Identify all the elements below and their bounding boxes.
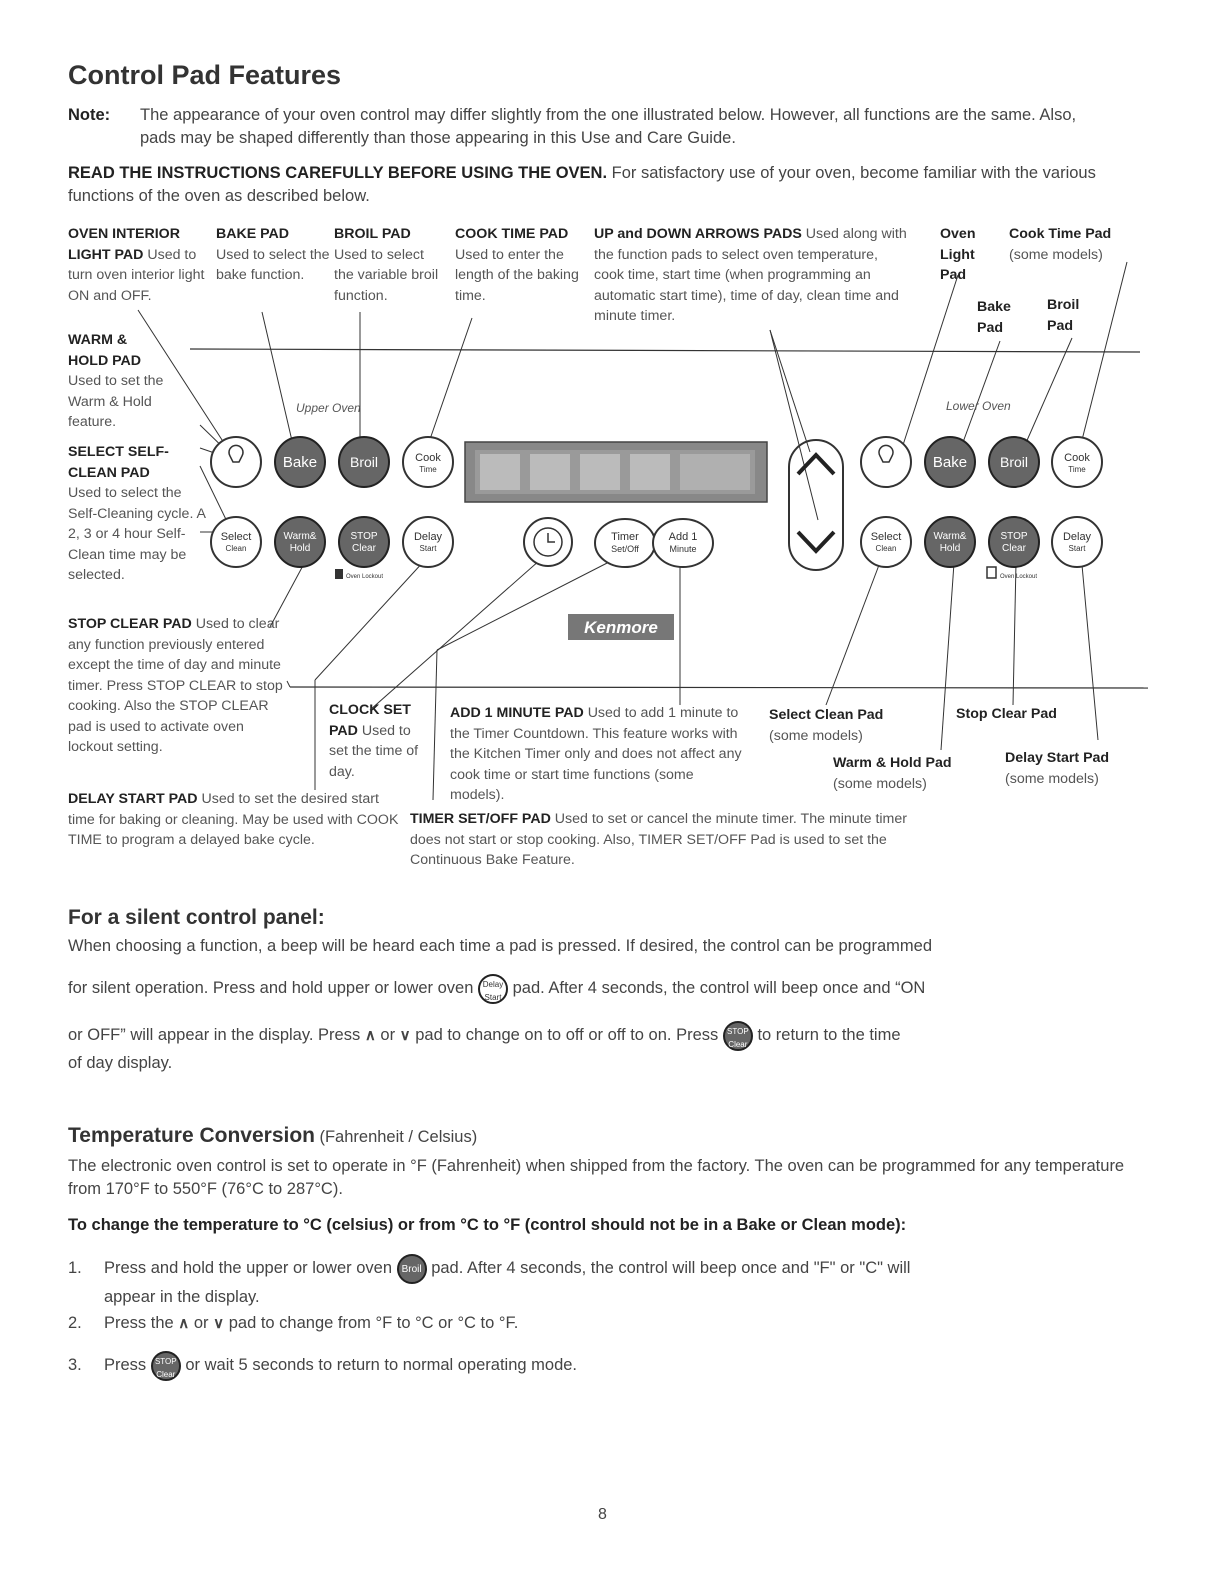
upper-delay-label: Delay bbox=[413, 531, 443, 543]
lower-lockout-label: Oven Lockout bbox=[1000, 574, 1038, 580]
panel-top-edge bbox=[190, 349, 1140, 352]
read-bold: READ THE INSTRUCTIONS CAREFULLY BEFORE USING THE OVEN. bbox=[68, 164, 608, 182]
step-1c: appear in the display. bbox=[104, 1288, 260, 1306]
right-oven-light-2: Light bbox=[940, 246, 975, 263]
label-bake-title: BAKE PAD bbox=[216, 226, 290, 242]
lower-stop-label: STOP bbox=[1000, 531, 1028, 542]
right-bake-2: Pad bbox=[977, 319, 1004, 336]
label-self-clean-text: Used to select the Self-Cleaning cycle. A 2, 3 or 4 hour Self-Clean time may be selected. bbox=[68, 485, 206, 583]
silent-line2b: pad. After 4 seconds, the control will beep once and “ON bbox=[512, 979, 926, 997]
upper-select-label: Select bbox=[220, 531, 252, 543]
silent-line4: of day display. bbox=[68, 1054, 173, 1072]
upper-oven-label: Upper Oven bbox=[296, 401, 361, 415]
up-arrow-icon[interactable] bbox=[798, 455, 834, 474]
upper-lockout-label: Oven Lockout bbox=[346, 574, 384, 580]
silent-line3 bbox=[68, 1019, 1148, 1052]
label-add-minute-title: ADD 1 MINUTE PAD bbox=[450, 705, 584, 721]
inline-stop-label-2: STOP bbox=[154, 1356, 177, 1366]
down-arrow-inline-icon: ∨ bbox=[399, 1027, 411, 1044]
right-delay-start-title: Delay Start Pad bbox=[1005, 750, 1110, 766]
upper-clean-label: Clean bbox=[225, 544, 247, 553]
label-timer-text: Used to set or cancel the minute timer. The minute timer does not start or stop cooking. Also, TIMER SET/OFF Pad is used to set the Continuous Bake Feature. bbox=[410, 811, 907, 868]
label-oven-light-text: Used to turn oven interior light ON and OFF. bbox=[68, 246, 205, 304]
note-text: The appearance of your oven control may differ slightly from the one illustrated below. However, all functions are the same. Also, pads may be shaped differently than those appearing in this Use and Care Guide. bbox=[140, 106, 1077, 147]
lower-lock-icon bbox=[987, 567, 996, 578]
step-2 bbox=[68, 1310, 1148, 1337]
right-warm-hold-title: Warm & Hold Pad bbox=[833, 755, 952, 771]
label-delay-start-text: Used to set the desired start time for baking or cleaning. May be used with COOK TIME to program a delayed bake cycle. bbox=[68, 791, 399, 848]
right-label-stop-clear: Stop Clear Pad bbox=[956, 706, 1057, 722]
upper-bake-label: Bake bbox=[282, 454, 318, 471]
label-warm-hold-title: WARM & HOLD PAD bbox=[68, 332, 142, 369]
label-cook-time-title: COOK TIME PAD bbox=[455, 226, 569, 242]
lower-clear-label: Clear bbox=[1002, 543, 1026, 554]
page-number: 8 bbox=[598, 1506, 607, 1523]
add-1-minute-pad[interactable] bbox=[653, 519, 713, 567]
upper-start-label: Start bbox=[419, 544, 437, 553]
silent-heading: For a silent control panel: bbox=[68, 906, 325, 929]
right-bake-1: Bake bbox=[977, 299, 1011, 315]
lower-bake-label: Bake bbox=[932, 454, 968, 471]
lower-stop-clear-pad[interactable] bbox=[989, 517, 1039, 567]
silent-line3a: or OFF” will appear in the display. Press bbox=[68, 1026, 361, 1044]
label-stop-clear-text: Used to clear any function previously entered except the time of day and minute timer. Press STOP CLEAR to stop cooking. Also the STOP CLEAR pad is used to activate oven lockout setting. bbox=[68, 616, 283, 755]
label-self-clean-title: SELECT SELF-CLEAN PAD bbox=[68, 444, 169, 481]
upper-clear-label: Clear bbox=[352, 543, 376, 554]
label-broil-title: BROIL PAD bbox=[334, 226, 411, 242]
upper-oven-pads bbox=[211, 437, 453, 580]
silent-line2a: for silent operation. Press and hold upper or lower oven bbox=[68, 979, 474, 997]
broil-inline-pad bbox=[397, 1254, 427, 1284]
label-timer-title: TIMER SET/OFF PAD bbox=[410, 811, 551, 827]
temp-heading: Temperature Conversion bbox=[68, 1124, 316, 1147]
silent-line3d: to return to the time bbox=[757, 1026, 901, 1044]
label-arrows-title: UP and DOWN ARROWS PADS bbox=[594, 226, 802, 242]
inline-clear-label-2: Clear bbox=[156, 1369, 176, 1379]
down-arrow-inline-icon-2: ∨ bbox=[213, 1315, 225, 1332]
lower-broil-label: Broil bbox=[999, 454, 1029, 470]
inline-start-label: Start bbox=[484, 992, 502, 1002]
lower-delay-label: Delay bbox=[1062, 531, 1092, 543]
up-arrow-inline-icon: ∧ bbox=[364, 1027, 376, 1044]
label-clock-set-title: CLOCK SET PAD bbox=[329, 702, 411, 739]
up-arrow-inline-icon-2: ∧ bbox=[178, 1315, 190, 1332]
step-3b: or wait 5 seconds to return to normal operating mode. bbox=[185, 1356, 578, 1374]
step-3 bbox=[68, 1349, 1148, 1381]
upper-warm-hold-pad[interactable] bbox=[275, 517, 325, 567]
right-oven-light-1: Oven bbox=[940, 226, 976, 242]
temp-heading-sub: (Fahrenheit / Celsius) bbox=[319, 1128, 478, 1146]
step-1 bbox=[68, 1252, 1148, 1310]
inline-delay-label: Delay bbox=[482, 979, 504, 989]
timer-set-off-pad[interactable] bbox=[595, 519, 655, 567]
inline-clear-label: Clear bbox=[728, 1039, 748, 1049]
lower-start-label: Start bbox=[1068, 544, 1086, 553]
silent-line3c: pad to change on to off or off to on. Press bbox=[415, 1026, 719, 1044]
temp-bold-line: To change the temperature to °C (celsius) or from °C to °F (control should not be in a Bake or Clean mode): bbox=[68, 1216, 907, 1234]
panel-bottom-edge bbox=[290, 687, 1148, 688]
kenmore-logo-text: Kenmore bbox=[584, 618, 658, 637]
lower-warm-hold-pad[interactable] bbox=[925, 517, 975, 567]
label-stop-clear-title: STOP CLEAR PAD bbox=[68, 616, 192, 632]
step-2c: pad to change from °F to °C or °C to °F. bbox=[228, 1314, 519, 1332]
right-oven-light-3: Pad bbox=[940, 267, 967, 283]
silent-line3b: or bbox=[380, 1026, 396, 1044]
upper-hold-label: Hold bbox=[289, 543, 311, 554]
label-clock-set-text: Used to set the time of day. bbox=[329, 722, 419, 780]
step-2b: or bbox=[193, 1314, 209, 1332]
step-1-number: 1. bbox=[68, 1259, 82, 1277]
add1-pad-sublabel: Minute bbox=[669, 544, 697, 554]
label-add-minute-text: Used to add 1 minute to the Timer Countdown. This feature works with the Kitchen Timer only and does not affect any cook time or start time functions (some models). bbox=[450, 705, 742, 803]
step-1a: Press and hold the upper or lower oven bbox=[104, 1259, 393, 1277]
stop-clear-inline-pad-2 bbox=[151, 1351, 181, 1381]
inline-broil-label: Broil bbox=[401, 1263, 422, 1275]
label-warm-hold-text: Used to set the Warm & Hold feature. bbox=[68, 373, 164, 430]
upper-warm-label: Warm& bbox=[283, 531, 317, 542]
right-select-clean-title: Select Clean Pad bbox=[769, 707, 884, 723]
upper-stop-clear-pad[interactable] bbox=[339, 517, 389, 567]
lower-time-label: Time bbox=[1068, 465, 1086, 474]
label-delay-start-title: DELAY START PAD bbox=[68, 791, 198, 807]
display-segments bbox=[475, 450, 755, 494]
temp-steps bbox=[68, 1252, 1148, 1381]
step-2a: Press the bbox=[104, 1314, 174, 1332]
label-bake-text: Used to select the bake function. bbox=[216, 246, 330, 283]
upper-time-label: Time bbox=[419, 465, 437, 474]
page-title: Control Pad Features bbox=[68, 60, 342, 90]
upper-stop-label: STOP bbox=[350, 531, 378, 542]
right-select-clean-some-models: (some models) bbox=[769, 727, 863, 744]
lower-oven-label: Lower Oven bbox=[946, 399, 1011, 413]
note-label: Note: bbox=[68, 106, 111, 124]
temp-paragraph: The electronic oven control is set to operate in °F (Fahrenheit) when shipped from the factory. The oven can be programmed for any temperature from 170°F to 550°F (76°C to 287°C). bbox=[68, 1157, 1125, 1198]
lower-cook-label: Cook bbox=[1064, 452, 1090, 464]
right-cook-time-some-models: (some models) bbox=[1009, 246, 1103, 263]
right-cook-time-title: Cook Time Pad bbox=[1009, 226, 1112, 242]
step-2-number: 2. bbox=[68, 1314, 82, 1332]
label-arrows-text: Used along with the function pads to select oven temperature, cook time, start time (when programming an automatic start time), time of day, clean time and minute timer. bbox=[594, 226, 907, 324]
silent-line2 bbox=[68, 972, 1148, 1004]
label-oven-light-title: OVEN INTERIOR LIGHT PAD bbox=[68, 226, 180, 263]
timer-pad-label: Timer bbox=[611, 531, 639, 543]
upper-cook-label: Cook bbox=[415, 452, 441, 464]
right-delay-start-some-models: (some models) bbox=[1005, 770, 1099, 787]
lower-warm-label: Warm& bbox=[933, 531, 967, 542]
add1-pad-label: Add 1 bbox=[668, 531, 698, 543]
temp-heading-row bbox=[68, 1124, 477, 1149]
step-1b: pad. After 4 seconds, the control will beep once and "F" or "C" will bbox=[431, 1259, 911, 1277]
lower-oven-pads bbox=[861, 437, 1102, 580]
timer-pad-sublabel: Set/Off bbox=[611, 544, 639, 554]
lower-hold-label: Hold bbox=[939, 543, 961, 554]
silent-paragraph bbox=[68, 935, 1148, 1075]
down-arrow-icon[interactable] bbox=[798, 532, 834, 551]
inline-stop-label: STOP bbox=[727, 1026, 749, 1036]
label-broil-text: Used to select the variable broil function. bbox=[334, 246, 439, 304]
lower-select-label: Select bbox=[870, 531, 902, 543]
delay-start-inline-pad bbox=[478, 974, 508, 1004]
right-warm-hold-some-models: (some models) bbox=[833, 775, 927, 792]
step-3-number: 3. bbox=[68, 1356, 82, 1374]
upper-broil-label: Broil bbox=[349, 454, 379, 470]
right-broil-1: Broil bbox=[1047, 297, 1080, 313]
label-cook-time-text: Used to enter the length of the baking time. bbox=[455, 246, 579, 304]
stop-clear-inline-pad bbox=[723, 1021, 753, 1051]
step-3a: Press bbox=[104, 1356, 147, 1374]
silent-line1: When choosing a function, a beep will be heard each time a pad is pressed. If desired, the control can be programmed bbox=[68, 937, 933, 955]
read-text: For satisfactory use of your oven, become familiar with the various functions of the oven as described below. bbox=[68, 164, 1096, 205]
right-broil-2: Pad bbox=[1047, 317, 1074, 334]
lower-clean-label: Clean bbox=[875, 544, 897, 553]
upper-lock-icon bbox=[335, 569, 343, 579]
